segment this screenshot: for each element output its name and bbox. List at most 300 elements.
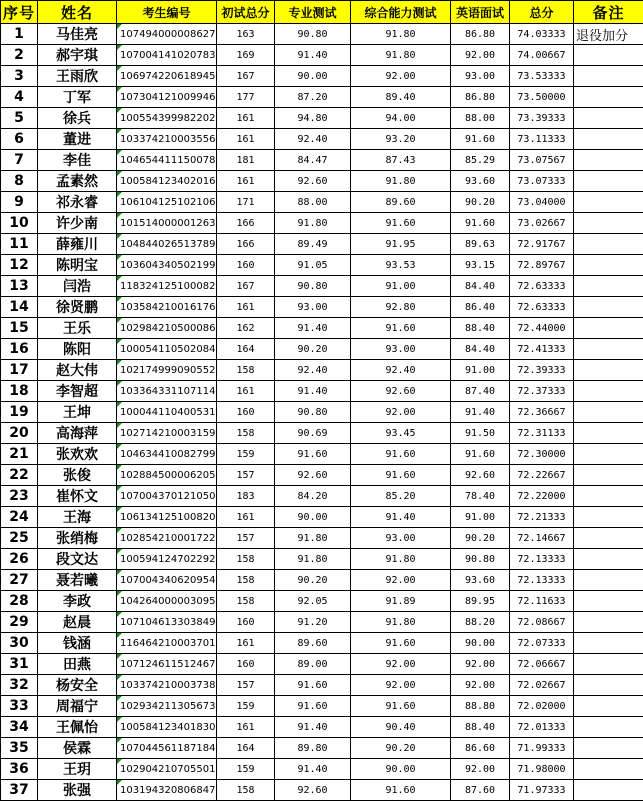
- header-row: [1, 1, 643, 24]
- cell-exam-no: 107104613303849: [117, 612, 217, 633]
- cell-major: 92.05: [275, 591, 351, 612]
- cell-ability: 91.80: [351, 612, 451, 633]
- cell-major: 91.80: [275, 549, 351, 570]
- cell-initial: 164: [217, 339, 275, 360]
- cell-total: 71.98000: [510, 759, 574, 780]
- cell-major: 91.40: [275, 318, 351, 339]
- cell-idx: 37: [1, 780, 38, 801]
- table-row: [1, 423, 643, 444]
- cell-remark: [574, 234, 643, 255]
- cell-name: 周福宁: [38, 696, 117, 717]
- cell-idx: 29: [1, 612, 38, 633]
- cell-major: 92.40: [275, 360, 351, 381]
- cell-ability: 93.45: [351, 423, 451, 444]
- cell-ability: 91.60: [351, 465, 451, 486]
- cell-initial: 166: [217, 234, 275, 255]
- cell-exam-no: 100054110502084: [117, 339, 217, 360]
- cell-initial: 166: [217, 213, 275, 234]
- cell-total: 72.36667: [510, 402, 574, 423]
- cell-idx: 12: [1, 255, 38, 276]
- cell-remark: [574, 297, 643, 318]
- cell-ability: 91.60: [351, 696, 451, 717]
- cell-remark: [574, 633, 643, 654]
- cell-initial: 161: [217, 381, 275, 402]
- cell-name: 徐贤鹏: [38, 297, 117, 318]
- cell-english: 91.60: [451, 213, 510, 234]
- table-row: [1, 150, 643, 171]
- cell-total: 72.02000: [510, 696, 574, 717]
- cell-exam-no: 100584123402016: [117, 171, 217, 192]
- cell-remark: [574, 276, 643, 297]
- cell-name: 李政: [38, 591, 117, 612]
- cell-exam-no: 102854210001722: [117, 528, 217, 549]
- cell-initial: 177: [217, 87, 275, 108]
- header-exam-no: 考生编号: [117, 1, 217, 24]
- cell-english: 86.40: [451, 297, 510, 318]
- cell-name: 郝宇琪: [38, 45, 117, 66]
- table-row: [1, 24, 643, 45]
- table-row: [1, 633, 643, 654]
- table-row: [1, 255, 643, 276]
- cell-ability: 92.00: [351, 654, 451, 675]
- cell-ability: 92.60: [351, 381, 451, 402]
- cell-exam-no: 107004340620954: [117, 570, 217, 591]
- cell-total: 72.14667: [510, 528, 574, 549]
- cell-major: 93.00: [275, 297, 351, 318]
- cell-total: 73.39333: [510, 108, 574, 129]
- cell-remark: [574, 444, 643, 465]
- cell-idx: 36: [1, 759, 38, 780]
- cell-exam-no: 102984210500086: [117, 318, 217, 339]
- cell-initial: 163: [217, 24, 275, 45]
- cell-idx: 15: [1, 318, 38, 339]
- cell-exam-no: 106104125102106: [117, 192, 217, 213]
- cell-english: 93.15: [451, 255, 510, 276]
- cell-ability: 91.80: [351, 45, 451, 66]
- cell-initial: 160: [217, 255, 275, 276]
- cell-exam-no: 107004141020783: [117, 45, 217, 66]
- cell-exam-no: 104634410082799: [117, 444, 217, 465]
- cell-exam-no: 103374210003556: [117, 129, 217, 150]
- table-row: [1, 759, 643, 780]
- table-row: [1, 339, 643, 360]
- table-row: [1, 45, 643, 66]
- cell-initial: 158: [217, 591, 275, 612]
- cell-total: 72.13333: [510, 549, 574, 570]
- cell-english: 88.40: [451, 318, 510, 339]
- cell-name: 侯霖: [38, 738, 117, 759]
- cell-ability: 91.80: [351, 24, 451, 45]
- cell-total: 72.63333: [510, 276, 574, 297]
- cell-initial: 161: [217, 171, 275, 192]
- cell-exam-no: 106134125100820: [117, 507, 217, 528]
- cell-ability: 91.89: [351, 591, 451, 612]
- cell-total: 72.39333: [510, 360, 574, 381]
- cell-remark: [574, 570, 643, 591]
- cell-english: 90.80: [451, 549, 510, 570]
- cell-english: 84.40: [451, 276, 510, 297]
- cell-idx: 16: [1, 339, 38, 360]
- cell-major: 91.60: [275, 696, 351, 717]
- cell-ability: 93.00: [351, 339, 451, 360]
- table-row: [1, 696, 643, 717]
- cell-initial: 161: [217, 129, 275, 150]
- cell-major: 91.60: [275, 675, 351, 696]
- cell-initial: 162: [217, 318, 275, 339]
- cell-idx: 24: [1, 507, 38, 528]
- cell-english: 87.40: [451, 381, 510, 402]
- cell-remark: [574, 45, 643, 66]
- table-row: [1, 444, 643, 465]
- cell-ability: 93.20: [351, 129, 451, 150]
- cell-name: 田燕: [38, 654, 117, 675]
- cell-ability: 91.60: [351, 633, 451, 654]
- table-row: [1, 612, 643, 633]
- table-row: [1, 654, 643, 675]
- cell-major: 91.80: [275, 213, 351, 234]
- cell-ability: 92.00: [351, 402, 451, 423]
- cell-english: 84.40: [451, 339, 510, 360]
- cell-major: 91.80: [275, 528, 351, 549]
- cell-initial: 161: [217, 633, 275, 654]
- cell-total: 72.37333: [510, 381, 574, 402]
- cell-total: 72.31133: [510, 423, 574, 444]
- cell-total: 72.44000: [510, 318, 574, 339]
- cell-major: 84.47: [275, 150, 351, 171]
- cell-name: 张强: [38, 780, 117, 801]
- cell-total: 72.91767: [510, 234, 574, 255]
- cell-name: 薛雍川: [38, 234, 117, 255]
- cell-exam-no: 116464210003701: [117, 633, 217, 654]
- cell-total: 72.13333: [510, 570, 574, 591]
- cell-major: 90.20: [275, 339, 351, 360]
- table-row: [1, 87, 643, 108]
- table-row: [1, 213, 643, 234]
- cell-name: 许少南: [38, 213, 117, 234]
- header-english: 英语面试: [451, 1, 510, 24]
- table-row: [1, 717, 643, 738]
- cell-initial: 159: [217, 444, 275, 465]
- cell-name: 王佩怡: [38, 717, 117, 738]
- cell-remark: [574, 129, 643, 150]
- cell-idx: 21: [1, 444, 38, 465]
- cell-remark: [574, 675, 643, 696]
- cell-major: 84.20: [275, 486, 351, 507]
- cell-remark: [574, 507, 643, 528]
- cell-english: 89.63: [451, 234, 510, 255]
- cell-major: 91.60: [275, 444, 351, 465]
- cell-idx: 28: [1, 591, 38, 612]
- header-remark: 备注: [574, 1, 643, 24]
- cell-exam-no: 103194320806847: [117, 780, 217, 801]
- cell-initial: 167: [217, 276, 275, 297]
- cell-initial: 160: [217, 654, 275, 675]
- cell-major: 91.40: [275, 717, 351, 738]
- cell-english: 92.00: [451, 759, 510, 780]
- cell-ability: 92.00: [351, 675, 451, 696]
- cell-exam-no: 107304121009946: [117, 87, 217, 108]
- cell-total: 72.11633: [510, 591, 574, 612]
- cell-idx: 13: [1, 276, 38, 297]
- cell-english: 86.60: [451, 738, 510, 759]
- cell-english: 92.00: [451, 45, 510, 66]
- cell-idx: 1: [1, 24, 38, 45]
- cell-english: 92.60: [451, 465, 510, 486]
- cell-exam-no: 103364331107114: [117, 381, 217, 402]
- cell-idx: 14: [1, 297, 38, 318]
- cell-initial: 183: [217, 486, 275, 507]
- cell-exam-no: 102714210003159: [117, 423, 217, 444]
- cell-remark: [574, 465, 643, 486]
- cell-ability: 93.53: [351, 255, 451, 276]
- cell-exam-no: 102934211305673: [117, 696, 217, 717]
- cell-remark: [574, 528, 643, 549]
- cell-exam-no: 107124611512467: [117, 654, 217, 675]
- cell-idx: 30: [1, 633, 38, 654]
- cell-name: 王海: [38, 507, 117, 528]
- cell-name: 闫浩: [38, 276, 117, 297]
- cell-name: 李佳: [38, 150, 117, 171]
- cell-total: 73.50000: [510, 87, 574, 108]
- table-row: [1, 402, 643, 423]
- cell-name: 聂若曦: [38, 570, 117, 591]
- cell-name: 徐兵: [38, 108, 117, 129]
- cell-exam-no: 103584210016176: [117, 297, 217, 318]
- header-ability: 综合能力测试: [351, 1, 451, 24]
- cell-exam-no: 107044561187184: [117, 738, 217, 759]
- cell-major: 92.60: [275, 171, 351, 192]
- cell-idx: 34: [1, 717, 38, 738]
- cell-exam-no: 100044110400531: [117, 402, 217, 423]
- cell-english: 88.40: [451, 717, 510, 738]
- cell-english: 93.60: [451, 570, 510, 591]
- cell-initial: 161: [217, 297, 275, 318]
- cell-total: 73.53333: [510, 66, 574, 87]
- cell-major: 90.80: [275, 24, 351, 45]
- cell-idx: 17: [1, 360, 38, 381]
- cell-english: 90.20: [451, 528, 510, 549]
- cell-remark: [574, 255, 643, 276]
- cell-exam-no: 102174999090552: [117, 360, 217, 381]
- cell-initial: 159: [217, 759, 275, 780]
- cell-english: 92.00: [451, 675, 510, 696]
- cell-english: 93.60: [451, 171, 510, 192]
- cell-english: 78.40: [451, 486, 510, 507]
- cell-ability: 91.60: [351, 213, 451, 234]
- cell-idx: 3: [1, 66, 38, 87]
- table-row: [1, 360, 643, 381]
- cell-remark: [574, 717, 643, 738]
- cell-total: 72.41333: [510, 339, 574, 360]
- cell-initial: 158: [217, 570, 275, 591]
- cell-major: 89.00: [275, 654, 351, 675]
- cell-idx: 6: [1, 129, 38, 150]
- cell-initial: 157: [217, 465, 275, 486]
- cell-remark: [574, 192, 643, 213]
- table-row: [1, 192, 643, 213]
- table-row: [1, 171, 643, 192]
- cell-name: 王坤: [38, 402, 117, 423]
- cell-ability: 91.40: [351, 507, 451, 528]
- cell-name: 陈明宝: [38, 255, 117, 276]
- cell-total: 72.08667: [510, 612, 574, 633]
- cell-name: 董进: [38, 129, 117, 150]
- cell-ability: 90.20: [351, 738, 451, 759]
- cell-major: 91.20: [275, 612, 351, 633]
- cell-exam-no: 100554399982202: [117, 108, 217, 129]
- table-row: [1, 297, 643, 318]
- cell-remark: [574, 696, 643, 717]
- table-row: [1, 570, 643, 591]
- cell-english: 91.00: [451, 507, 510, 528]
- cell-initial: 181: [217, 150, 275, 171]
- cell-major: 89.60: [275, 633, 351, 654]
- cell-exam-no: 118324125100082: [117, 276, 217, 297]
- cell-total: 72.02667: [510, 675, 574, 696]
- cell-ability: 92.40: [351, 360, 451, 381]
- cell-ability: 89.40: [351, 87, 451, 108]
- cell-english: 92.00: [451, 654, 510, 675]
- table-row: [1, 129, 643, 150]
- cell-exam-no: 106974220618945: [117, 66, 217, 87]
- cell-english: 91.50: [451, 423, 510, 444]
- cell-remark: [574, 171, 643, 192]
- cell-english: 90.00: [451, 633, 510, 654]
- cell-ability: 92.00: [351, 570, 451, 591]
- cell-idx: 31: [1, 654, 38, 675]
- cell-major: 89.49: [275, 234, 351, 255]
- cell-name: 高海萍: [38, 423, 117, 444]
- cell-total: 71.99333: [510, 738, 574, 759]
- cell-initial: 169: [217, 45, 275, 66]
- cell-english: 86.80: [451, 24, 510, 45]
- cell-name: 王乐: [38, 318, 117, 339]
- cell-total: 72.21333: [510, 507, 574, 528]
- table-row: [1, 108, 643, 129]
- cell-english: 90.20: [451, 192, 510, 213]
- cell-major: 90.20: [275, 570, 351, 591]
- table-row: [1, 486, 643, 507]
- cell-remark: [574, 150, 643, 171]
- cell-remark: [574, 87, 643, 108]
- cell-remark: [574, 66, 643, 87]
- cell-idx: 10: [1, 213, 38, 234]
- cell-ability: 90.40: [351, 717, 451, 738]
- cell-remark: [574, 654, 643, 675]
- cell-total: 72.01333: [510, 717, 574, 738]
- cell-name: 张欢欢: [38, 444, 117, 465]
- cell-remark: [574, 213, 643, 234]
- cell-idx: 33: [1, 696, 38, 717]
- cell-name: 王雨欣: [38, 66, 117, 87]
- cell-idx: 18: [1, 381, 38, 402]
- cell-idx: 23: [1, 486, 38, 507]
- cell-remark: [574, 339, 643, 360]
- cell-ability: 89.60: [351, 192, 451, 213]
- cell-name: 杨安全: [38, 675, 117, 696]
- cell-initial: 158: [217, 423, 275, 444]
- cell-name: 赵大伟: [38, 360, 117, 381]
- cell-remark: [574, 759, 643, 780]
- cell-total: 72.07333: [510, 633, 574, 654]
- cell-initial: 158: [217, 549, 275, 570]
- cell-english: 91.60: [451, 444, 510, 465]
- cell-initial: 160: [217, 612, 275, 633]
- table-row: [1, 528, 643, 549]
- cell-name: 崔怀文: [38, 486, 117, 507]
- cell-remark: [574, 108, 643, 129]
- cell-ability: 93.00: [351, 528, 451, 549]
- cell-idx: 27: [1, 570, 38, 591]
- cell-ability: 90.00: [351, 759, 451, 780]
- cell-total: 72.63333: [510, 297, 574, 318]
- cell-exam-no: 104264000003095: [117, 591, 217, 612]
- cell-idx: 11: [1, 234, 38, 255]
- cell-idx: 5: [1, 108, 38, 129]
- cell-ability: 91.95: [351, 234, 451, 255]
- cell-idx: 8: [1, 171, 38, 192]
- cell-remark: [574, 381, 643, 402]
- cell-name: 陈阳: [38, 339, 117, 360]
- cell-english: 86.80: [451, 87, 510, 108]
- cell-total: 74.00667: [510, 45, 574, 66]
- cell-major: 90.00: [275, 507, 351, 528]
- cell-ability: 94.00: [351, 108, 451, 129]
- cell-name: 张绡梅: [38, 528, 117, 549]
- table-row: [1, 66, 643, 87]
- cell-major: 91.40: [275, 381, 351, 402]
- cell-total: 72.89767: [510, 255, 574, 276]
- header-idx: 序号: [1, 1, 38, 24]
- cell-major: 88.00: [275, 192, 351, 213]
- cell-name: 李智超: [38, 381, 117, 402]
- cell-exam-no: 107494000008627: [117, 24, 217, 45]
- cell-remark: [574, 423, 643, 444]
- cell-english: 87.60: [451, 780, 510, 801]
- cell-idx: 35: [1, 738, 38, 759]
- cell-ability: 91.80: [351, 549, 451, 570]
- cell-ability: 85.20: [351, 486, 451, 507]
- cell-name: 马佳亮: [38, 24, 117, 45]
- cell-initial: 158: [217, 360, 275, 381]
- cell-exam-no: 103374210003738: [117, 675, 217, 696]
- cell-remark: [574, 549, 643, 570]
- cell-total: 73.07333: [510, 171, 574, 192]
- table-row: [1, 507, 643, 528]
- table-row: [1, 234, 643, 255]
- table-row: [1, 780, 643, 801]
- cell-name: 钱涵: [38, 633, 117, 654]
- cell-idx: 32: [1, 675, 38, 696]
- cell-major: 91.40: [275, 759, 351, 780]
- cell-remark: [574, 360, 643, 381]
- table-row: [1, 591, 643, 612]
- cell-english: 93.00: [451, 66, 510, 87]
- cell-idx: 2: [1, 45, 38, 66]
- cell-total: 71.97333: [510, 780, 574, 801]
- header-total: 总分: [510, 1, 574, 24]
- cell-remark: [574, 591, 643, 612]
- cell-major: 91.05: [275, 255, 351, 276]
- cell-exam-no: 100594124702292: [117, 549, 217, 570]
- cell-initial: 167: [217, 66, 275, 87]
- table-row: [1, 465, 643, 486]
- table-row: [1, 549, 643, 570]
- cell-ability: 92.80: [351, 297, 451, 318]
- cell-major: 92.40: [275, 129, 351, 150]
- cell-exam-no: 102884500006205: [117, 465, 217, 486]
- cell-initial: 160: [217, 402, 275, 423]
